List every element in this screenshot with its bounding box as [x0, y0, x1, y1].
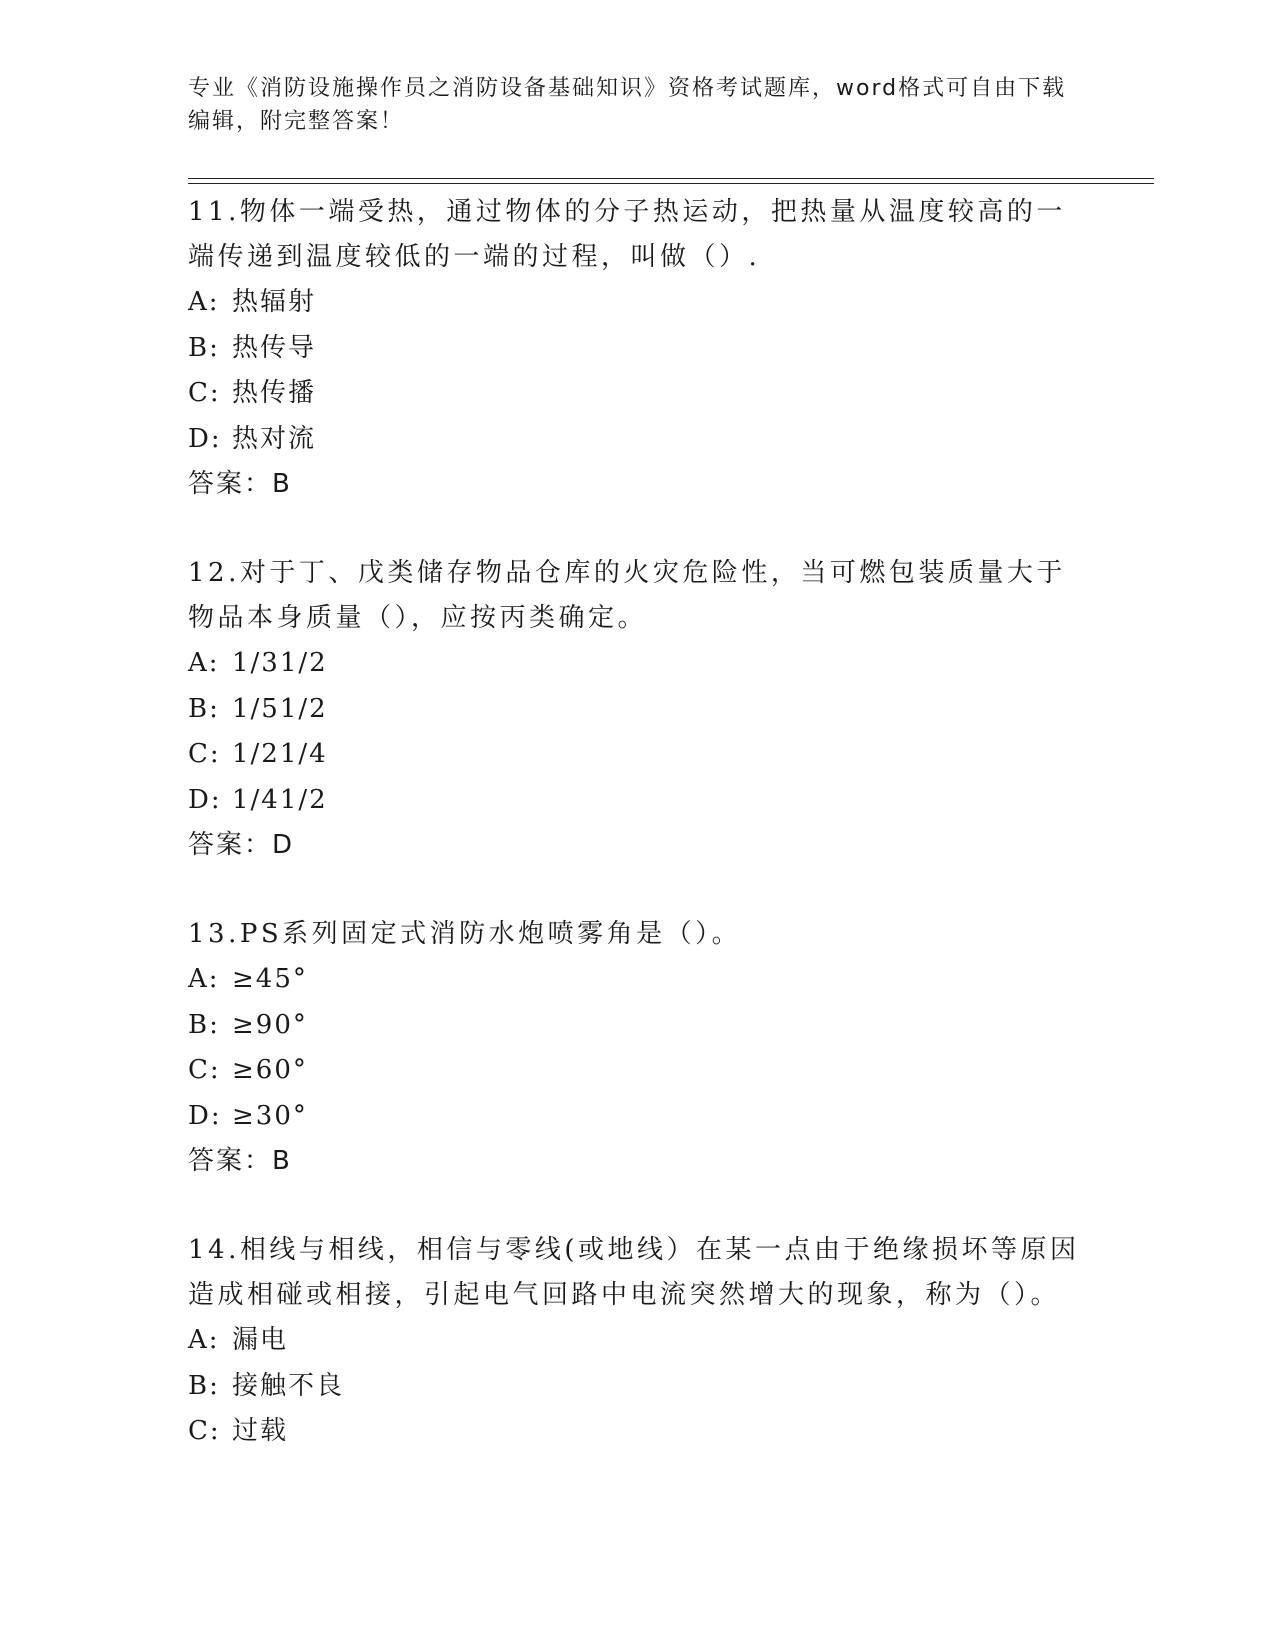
option-a — [188, 641, 1088, 687]
option-b — [188, 1003, 1088, 1049]
option-key: D: — [188, 1100, 222, 1131]
option-text: 接触不良 — [232, 1370, 345, 1401]
question-14 — [188, 1228, 1088, 1455]
option-key: C: — [188, 378, 221, 408]
option-a — [188, 957, 1088, 1003]
option-key: B: — [188, 332, 220, 363]
option-d — [188, 1094, 1088, 1140]
document-header: 专业《消防设施操作员之消防设备基础知识》资格考试题库，word格式可自由下载编辑，附完整答案！ — [188, 76, 1067, 134]
option-d — [188, 778, 1088, 824]
question-12 — [188, 551, 1088, 868]
option-text: ≥30° — [232, 1100, 308, 1131]
question-13 — [188, 912, 1088, 1184]
option-key: B: — [188, 693, 220, 724]
option-text: ≥60° — [232, 1055, 308, 1085]
option-text: 漏电 — [232, 1325, 289, 1355]
option-a — [188, 280, 1088, 326]
option-key: A: — [188, 964, 220, 994]
question-stem: 11.物体一端受热，通过物体的分子热运动，把热量从温度较高的一端传递到温度较低的一端的过程，叫做（）. — [188, 197, 1066, 272]
option-c — [188, 732, 1088, 778]
option-b — [188, 326, 1088, 372]
option-text: 热传导 — [232, 332, 317, 363]
option-text: 过载 — [232, 1416, 289, 1446]
option-d — [188, 417, 1088, 463]
option-key: A: — [188, 1325, 220, 1355]
option-c — [188, 371, 1088, 417]
question-list — [188, 190, 1088, 1499]
option-text: 1/51/2 — [232, 693, 328, 724]
option-key: C: — [188, 1416, 221, 1446]
question-stem: 14.相线与相线，相信与零线(或地线）在某一点由于绝缘损坏等原因造成相碰或相接，引起电气回路中电流突然增大的现象，称为（）。 — [188, 1235, 1080, 1310]
option-key: C: — [188, 1055, 221, 1085]
option-text: 热辐射 — [232, 287, 317, 317]
option-key: A: — [188, 287, 220, 317]
header-divider-top — [188, 178, 1154, 179]
option-c — [188, 1409, 1088, 1455]
option-key: D: — [188, 784, 222, 815]
option-key: C: — [188, 739, 221, 769]
option-text: ≥45° — [232, 964, 308, 994]
option-text: 1/41/2 — [232, 784, 328, 815]
header-divider-bottom — [188, 183, 1154, 184]
option-text: ≥90° — [232, 1009, 308, 1040]
option-text: 热对流 — [232, 423, 317, 454]
option-text: 热传播 — [232, 378, 317, 408]
option-b — [188, 687, 1088, 733]
option-a — [188, 1318, 1088, 1364]
answer-line: 答案：D — [188, 830, 295, 860]
option-b — [188, 1364, 1088, 1410]
option-text: 1/21/4 — [232, 739, 328, 769]
question-11 — [188, 190, 1088, 507]
option-key: B: — [188, 1370, 220, 1401]
option-key: A: — [188, 648, 220, 678]
answer-line: 答案：B — [188, 1146, 292, 1176]
question-stem: 13.PS系列固定式消防水炮喷雾角是（）。 — [188, 919, 742, 949]
option-key: B: — [188, 1009, 220, 1040]
option-c — [188, 1048, 1088, 1094]
option-text: 1/31/2 — [232, 648, 328, 678]
option-key: D: — [188, 423, 222, 454]
question-stem: 12.对于丁、戊类储存物品仓库的火灾危险性，当可燃包装质量大于物品本身质量（），应按丙类确定。 — [188, 558, 1066, 633]
answer-line: 答案：B — [188, 469, 292, 499]
